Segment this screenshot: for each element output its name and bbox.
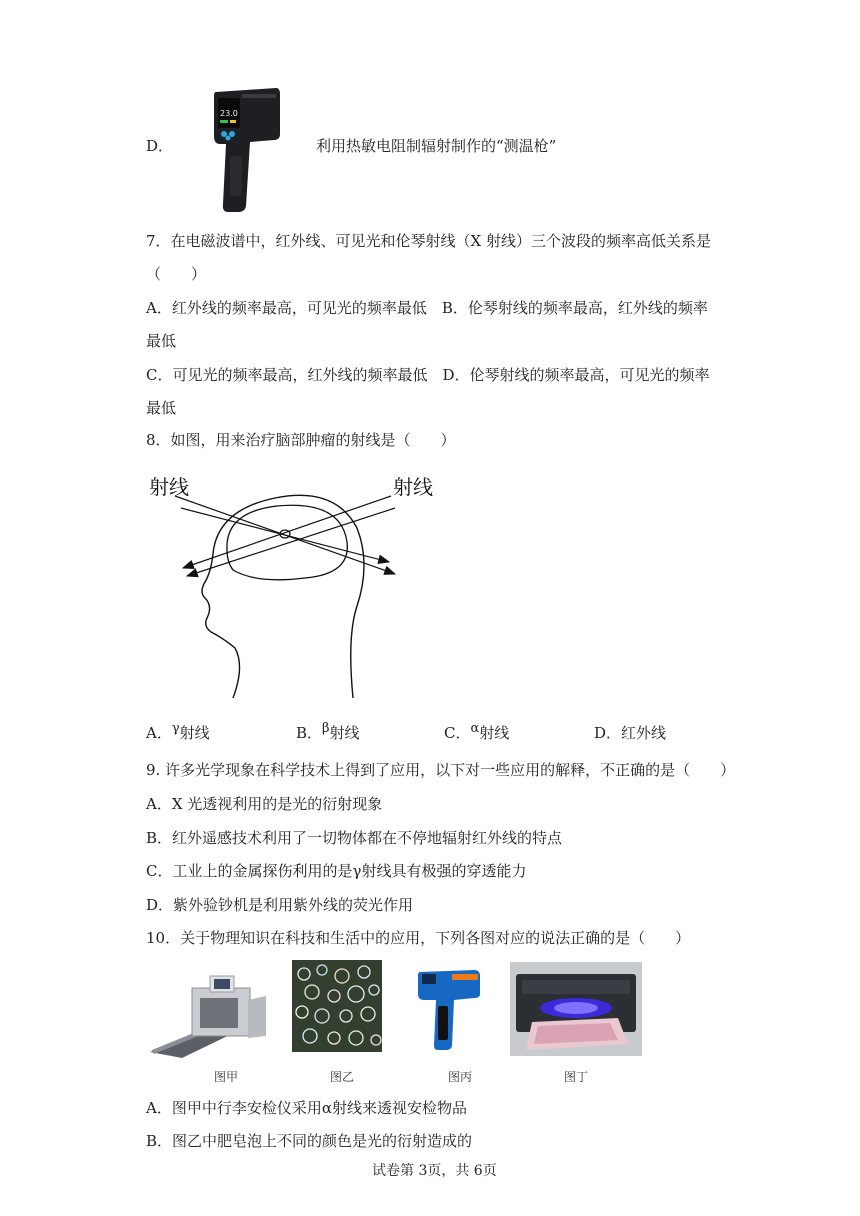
q8-option-d: D．红外线 [594, 724, 667, 742]
ray-label-right: 射线 [393, 475, 433, 499]
q9-option-d: D．紫外验钞机是利用紫外线的荧光作用 [146, 896, 414, 914]
option-d-letter: D． [146, 137, 174, 155]
caption-ding: 图丁 [564, 1070, 589, 1084]
q9-option-c: C．工业上的金属探伤利用的是γ射线具有极强的穿透能力 [146, 862, 527, 880]
uv-money-detector-image [510, 962, 642, 1056]
q8-option-b: B．β射线 [296, 721, 360, 742]
option-d-text: 利用热敏电阻制辐射制作的“测温枪” [316, 137, 557, 155]
q10-option-a: A．图甲中行李安检仪采用α射线来透视安检物品 [146, 1099, 467, 1117]
q7-options-cd: C．可见光的频率最高，红外线的频率最低 D．伦琴射线的频率最高，可见光的频率 [146, 366, 710, 384]
q8-stem: 8．如图，用来治疗脑部肿瘤的射线是（ ） [146, 431, 456, 449]
soap-bubbles-image [292, 960, 382, 1052]
q9-option-b: B．红外遥感技术利用了一切物体都在不停地辐射红外线的特点 [146, 829, 563, 847]
thermometer-display: 23.0 [220, 109, 238, 118]
q9-option-a: A．X 光透视利用的是光的衍射现象 [146, 795, 383, 813]
caption-jia: 图甲 [214, 1070, 239, 1084]
thermometer-gun-image [206, 86, 282, 214]
caption-yi: 图乙 [330, 1070, 355, 1084]
q7-options-cd-wrap: 最低 [146, 399, 177, 417]
q8-option-c: C．α射线 [444, 721, 510, 742]
q9-stem: 9. 许多光学现象在科学技术上得到了应用，以下对一些应用的解释，不正确的是（ ） [146, 761, 736, 779]
q7-options-ab: A．红外线的频率最高，可见光的频率最低 B．伦琴射线的频率最高，红外线的频率 [146, 299, 708, 317]
q7-options-ab-wrap: 最低 [146, 332, 177, 350]
xray-scanner-image [148, 970, 268, 1060]
q7-stem-line2: （ ） [146, 265, 207, 283]
q10-stem: 10．关于物理知识在科技和生活中的应用，下列各图对应的说法正确的是（ ） [146, 929, 691, 947]
q10-option-b: B．图乙中肥皂泡上不同的颜色是光的衍射造成的 [146, 1132, 473, 1150]
ray-label-left: 射线 [149, 475, 189, 499]
q7-stem-line1: 7．在电磁波谱中，红外线、可见光和伦琴射线（X 射线）三个波段的频率高低关系是 [146, 232, 711, 250]
head-diagram [145, 466, 445, 702]
ir-thermometer-image [414, 966, 484, 1052]
page-footer: 试卷第 3页，共 6页 [372, 1163, 497, 1179]
q8-option-a: A．γ射线 [146, 721, 210, 742]
caption-bing: 图丙 [448, 1070, 473, 1084]
